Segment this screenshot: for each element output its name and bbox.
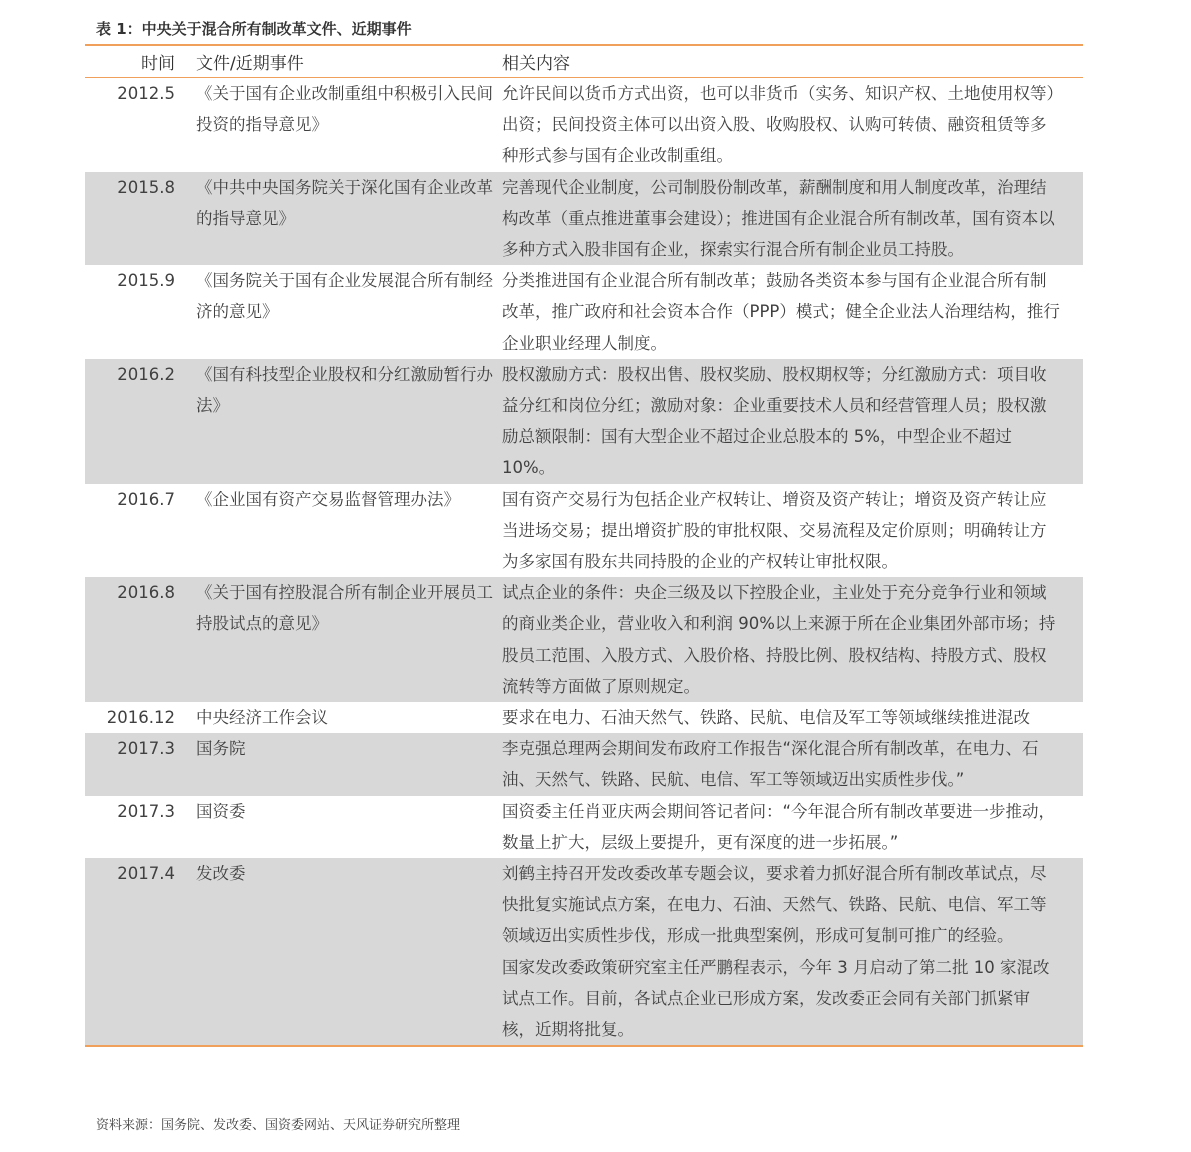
policy-table — [85, 44, 1083, 1047]
content-paragraph: 刘鹤主持召开发改委改革专题会议，要求着力抓好混合所有制改革试点，尽快批复实施试点方案，在电力、石油、天然气、铁路、民航、电信、军工等领域迈出实质性步伐，形成一批典型案例，形成可复制可推广的经验。 — [502, 864, 1047, 946]
row-document: 国务院 — [196, 739, 246, 759]
row-document: 《关于国有企业改制重组中积极引入民间投资的指导意见》 — [196, 84, 493, 135]
table-body — [85, 78, 1083, 1045]
row-date: 2017.4 — [117, 864, 175, 884]
row-date: 2017.3 — [117, 739, 175, 759]
row-content — [502, 172, 1068, 266]
header-doc: 文件/近期事件 — [196, 54, 304, 74]
table-row — [85, 265, 1083, 359]
row-date: 2016.7 — [117, 489, 175, 509]
row-content — [502, 702, 1068, 733]
row-document: 《国有科技型企业股权和分红激励暂行办法》 — [196, 364, 493, 416]
content-paragraph: 李克强总理两会期间发布政府工作报告“深化混合所有制改革，在电力、石油、天然气、铁路、民航、电信、军工等领域迈出实质性步伐。” — [502, 739, 1039, 790]
row-content — [502, 796, 1068, 858]
row-content — [502, 359, 1068, 484]
content-paragraph: 试点企业的条件：央企三级及以下控股企业，主业处于充分竞争行业和领域的商业类企业，营业收入和利润 90%以上来源于所在企业集团外部市场；持股员工范围、入股方式、入股价格、持股比例、股权结构、持股方式、股权流转等方面做了原则规定。 — [502, 583, 1056, 696]
row-date: 2017.3 — [117, 801, 175, 821]
table-row — [85, 172, 1083, 266]
table-row — [85, 733, 1083, 795]
table-caption: 表 1：中央关于混合所有制改革文件、近期事件 — [96, 20, 412, 38]
row-date: 2016.2 — [117, 364, 175, 384]
content-paragraph: 要求在电力、石油天然气、铁路、民航、电信及军工等领域继续推进混改 — [502, 708, 1030, 728]
row-content — [502, 733, 1068, 795]
table-row — [85, 858, 1083, 1045]
row-date: 2015.8 — [117, 177, 175, 197]
row-content — [502, 78, 1068, 172]
table-row — [85, 78, 1083, 172]
table-row — [85, 577, 1083, 702]
row-document: 中央经济工作会议 — [196, 708, 328, 728]
row-content — [502, 577, 1068, 702]
source-note: 资料来源：国务院、发改委、国资委网站、天风证券研究所整理 — [96, 1118, 461, 1133]
content-paragraph: 股权激励方式：股权出售、股权奖励、股权期权等；分红激励方式：项目收益分红和岗位分红；激励对象：企业重要技术人员和经营管理人员；股权激励总额限制：国有大型企业不超过企业总股本的 5%，中型企业不超过 10%。 — [502, 364, 1047, 478]
header-content: 相关内容 — [502, 54, 570, 74]
content-paragraph: 分类推进国有企业混合所有制改革；鼓励各类资本参与国有企业混合所有制改革，推广政府和社会资本合作（PPP）模式；健全企业法人治理结构，推行企业职业经理人制度。 — [502, 271, 1060, 353]
content-paragraph: 国有资产交易行为包括企业产权转让、增资及资产转让；增资及资产转让应当进场交易；提出增资扩股的审批权限、交易流程及定价原则；明确转让方为多家国有股东共同持股的企业的产权转让审批权限。 — [502, 489, 1047, 572]
row-document: 《企业国有资产交易监督管理办法》 — [196, 489, 460, 509]
content-paragraph: 国家发改委政策研究室主任严鹏程表示，今年 3 月启动了第二批 10 家混改试点工作。目前，各试点企业已形成方案，发改委正会同有关部门抓紧审核，近期将批复。 — [502, 957, 1050, 1040]
row-document: 发改委 — [196, 864, 246, 884]
header-date: 时间 — [141, 54, 175, 74]
row-date: 2016.8 — [117, 583, 175, 603]
row-date: 2012.5 — [117, 84, 175, 103]
row-document: 《国务院关于国有企业发展混合所有制经济的意见》 — [196, 271, 493, 322]
table-row — [85, 702, 1083, 733]
table-header — [85, 46, 1083, 78]
row-content — [502, 484, 1068, 578]
row-document: 国资委 — [196, 801, 246, 821]
row-content — [502, 858, 1068, 1045]
content-paragraph: 完善现代企业制度，公司制股份制改革，薪酬制度和用人制度改革，治理结构改革（重点推进董事会建设）；推进国有企业混合所有制改革，国有资本以多种方式入股非国有企业，探索实行混合所有制企业员工持股。 — [502, 177, 1055, 260]
row-document: 《关于国有控股混合所有制企业开展员工持股试点的意见》 — [196, 583, 493, 634]
table-row — [85, 796, 1083, 858]
content-paragraph: 国资委主任肖亚庆两会期间答记者问：“今年混合所有制改革要进一步推动，数量上扩大，层级上要提升，更有深度的进一步拓展。” — [502, 801, 1056, 852]
row-date: 2015.9 — [117, 271, 175, 291]
table-row — [85, 484, 1083, 578]
row-document: 《中共中央国务院关于深化国有企业改革的指导意见》 — [196, 177, 493, 228]
content-paragraph: 允许民间以货币方式出资，也可以非货币（实务、知识产权、土地使用权等）出资；民间投资主体可以出资入股、收购股权、认购可转债、融资租赁等多种形式参与国有企业改制重组。 — [502, 84, 1055, 166]
table-row — [85, 359, 1083, 484]
row-date: 2016.12 — [106, 708, 175, 728]
row-content — [502, 265, 1068, 359]
